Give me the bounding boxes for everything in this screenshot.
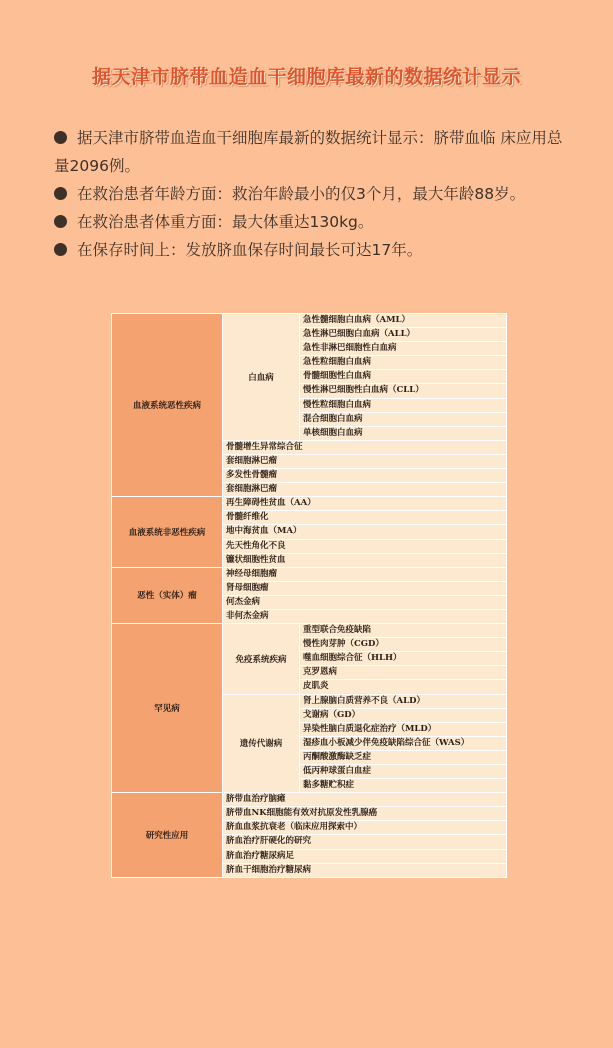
table-item: 脐血干细胞治疗糖尿病: [223, 863, 506, 877]
category-cell: 研究性应用: [112, 793, 223, 877]
table-item: 重型联合免疫缺陷: [303, 625, 372, 636]
table-item: 神经母细胞瘤: [226, 568, 278, 579]
table-item: 骨髓纤维化: [223, 510, 506, 524]
table-item: 戈谢病（GD）: [300, 708, 506, 722]
table-item: 丙酮酸激酶缺乏症: [300, 750, 506, 764]
table-item: 异染性脑白质退化症治疗（MLD）: [300, 722, 506, 736]
table-item: 黏多糖贮积症: [300, 778, 506, 792]
table-row-solid-tumor: [112, 567, 506, 623]
table-item: 噬血细胞综合征（HLH）: [300, 651, 506, 665]
table-row-rare: [112, 623, 506, 792]
table-item: 湿疹血小板减少伴免疫缺陷综合征（WAS）: [300, 736, 506, 750]
table-item: 脐血治疗糖尿病足: [223, 849, 506, 863]
table-item: 单核细胞白血病: [300, 426, 506, 440]
subcategory-cell: 遗传代谢病: [223, 695, 300, 793]
table-item: 肾上腺脑白质营养不良（ALD）: [303, 695, 425, 706]
table-item: 镰状细胞性贫血: [223, 553, 506, 567]
table-row-blood-malignant: [112, 314, 506, 496]
category-cell: 血液系统非恶性疾病: [112, 497, 223, 566]
table-item: 骨髓细胞性白血病: [300, 369, 506, 383]
table-item: 套细胞淋巴瘤: [223, 482, 506, 496]
bullet-item: [54, 180, 574, 208]
table-item: 慢性粒细胞白血病: [300, 398, 506, 412]
table-item: 皮肌炎: [300, 679, 506, 693]
table-item: 脐血血浆抗衰老（临床应用探索中）: [223, 820, 506, 834]
table-item: 再生障碍性贫血（AA）: [226, 498, 316, 509]
table-item: 地中海贫血（MA）: [223, 524, 506, 538]
table-item: 何杰金病: [223, 595, 506, 609]
table-item: 肾母细胞瘤: [223, 581, 506, 595]
bullet-list: [54, 124, 574, 264]
bullet-dot-icon: [54, 131, 67, 144]
bullet-text: 在保存时间上：发放脐血保存时间最长可达17年。: [77, 241, 423, 259]
bullet-text: 在救治患者年龄方面：救治年龄最小的仅3个月，最大年龄88岁。: [77, 185, 526, 203]
page-title: 据天津市脐带血造血干细胞库最新的数据统计显示: [91, 66, 521, 88]
subcategory-cell: 免疫系统疾病: [223, 624, 300, 693]
bullet-item: [54, 208, 574, 236]
bullet-dot-icon: [54, 187, 67, 200]
table-item: 先天性角化不良: [223, 539, 506, 553]
table-row-blood-nonmalignant: [112, 496, 506, 566]
bullet-dot-icon: [54, 243, 67, 256]
table-item: 脐带血治疗脑瘫: [226, 794, 286, 805]
table-item: 脐带血NK细胞能有效对抗原发性乳腺癌: [223, 806, 506, 820]
subcategory-cell: 白血病: [223, 314, 300, 440]
bullet-text: 据天津市脐带血造血干细胞库最新的数据统计显示：脐带血临 床应用总量2096例。: [54, 129, 563, 175]
table-item: 低丙种球蛋白血症: [300, 764, 506, 778]
category-cell: 恶性（实体）瘤: [112, 568, 223, 623]
bullet-text: 在救治患者体重方面：最大体重达130kg。: [77, 213, 374, 231]
table-item: 多发性骨髓瘤: [223, 468, 506, 482]
bullet-item: [54, 124, 574, 180]
table-item: 急性粒细胞白血病: [300, 355, 506, 369]
table-item: 急性淋巴细胞白血病（ALL）: [300, 327, 506, 341]
category-cell: 罕见病: [112, 624, 223, 792]
disease-table: [111, 313, 507, 878]
table-item: 克罗恩病: [300, 665, 506, 679]
table-item: 套细胞淋巴瘤: [223, 454, 506, 468]
table-row-research: [112, 792, 506, 877]
bullet-dot-icon: [54, 215, 67, 228]
table-item: 慢性肉芽肿（CGD）: [300, 637, 506, 651]
bullet-item: [54, 236, 574, 264]
table-item: 脐血治疗肝硬化的研究: [223, 834, 506, 848]
table-item: 非何杰金病: [223, 609, 506, 623]
table-item: 慢性淋巴细胞性白血病（CLL）: [300, 383, 506, 397]
table-item: 骨髓增生异常综合征: [226, 441, 303, 452]
category-cell: 血液系统恶性疾病: [112, 314, 223, 496]
table-item: 混合细胞白血病: [300, 412, 506, 426]
table-item: 急性髓细胞白血病（AML）: [303, 315, 410, 325]
table-item: 急性非淋巴细胞性白血病: [300, 341, 506, 355]
